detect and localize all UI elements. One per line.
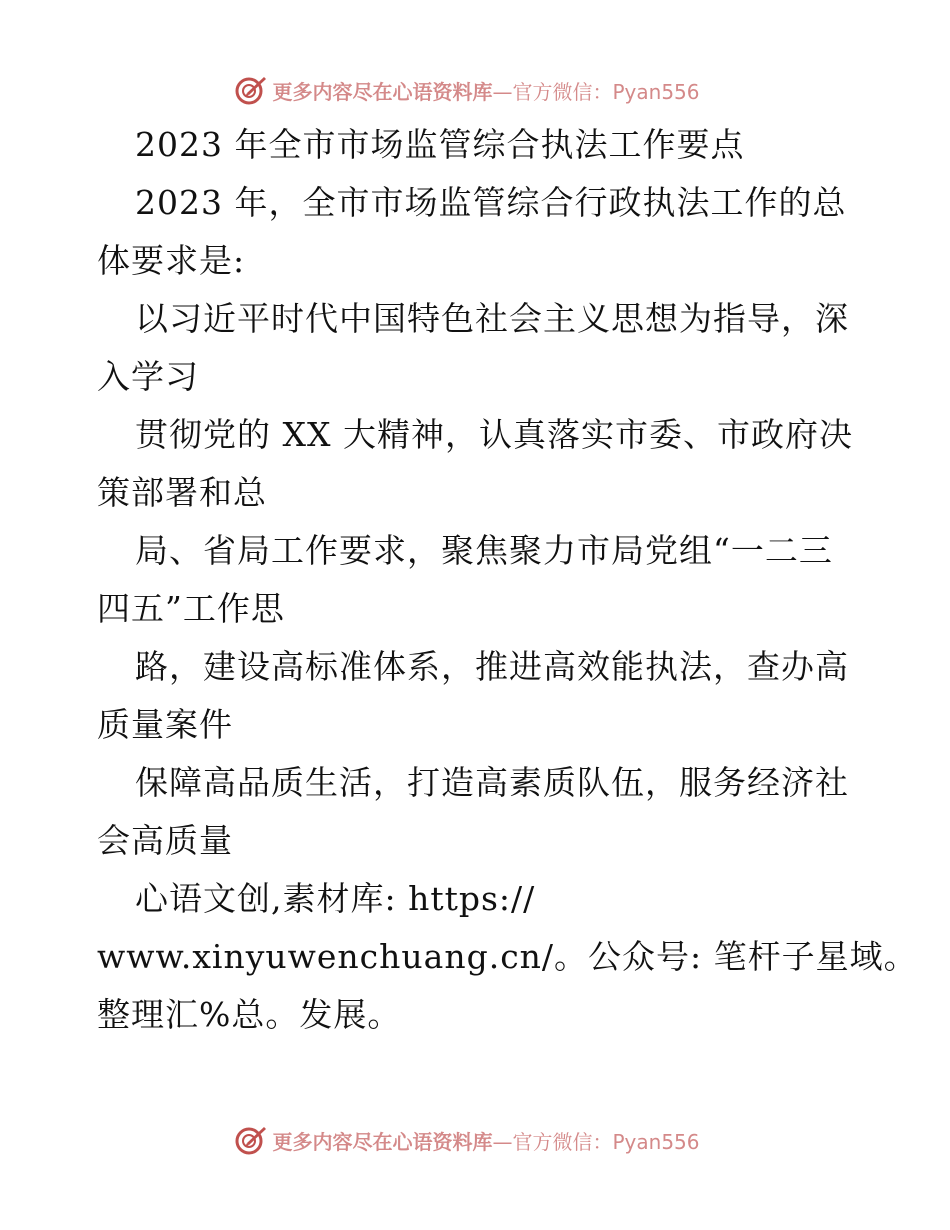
- paragraph-line: 整理汇%总。发展。: [97, 995, 402, 1034]
- paragraph-line: 入学习: [97, 357, 199, 396]
- header-banner-separator: —: [492, 79, 513, 104]
- header-banner: [0, 70, 950, 110]
- footer-banner: [0, 1120, 950, 1160]
- paragraph-line: 以习近平时代中国特色社会主义思想为指导，深: [135, 299, 849, 338]
- paragraph-line: 质量案件: [97, 705, 233, 744]
- paragraph-line: www.xinyuwenchuang.cn/。公众号: 笔杆子星域。: [97, 937, 918, 976]
- paragraph-line: 2023 年，全市市场监管综合行政执法工作的总: [135, 183, 847, 222]
- footer-banner-separator: —: [492, 1129, 513, 1154]
- footer-banner-account: Pyan556: [612, 1129, 700, 1154]
- paragraph-line: 策部署和总: [97, 473, 267, 512]
- paragraph-line: 路，建设高标准体系，推进高效能执法，查办高: [135, 647, 849, 686]
- footer-banner-inner: [234, 1123, 699, 1157]
- header-banner-inner: [234, 73, 699, 107]
- document-title: 2023 年全市市场监管综合执法工作要点: [135, 125, 745, 164]
- paragraph-line: 体要求是:: [97, 241, 246, 280]
- paragraph-line: 贯彻党的 XX 大精神，认真落实市委、市政府决: [135, 415, 853, 454]
- paragraph-line: 四五”工作思: [97, 589, 285, 628]
- header-banner-account: Pyan556: [612, 79, 700, 104]
- header-banner-wechat-label: 官方微信：: [512, 79, 613, 104]
- paragraph-line: 会高质量: [97, 821, 233, 860]
- header-banner-main: 更多内容尽在心语资料库: [272, 79, 493, 104]
- paragraph-line: 心语文创,素材库: https://: [135, 879, 536, 918]
- pen-logo-icon: [234, 1123, 268, 1157]
- pen-logo-icon: [234, 73, 268, 107]
- footer-banner-wechat-label: 官方微信：: [512, 1129, 613, 1154]
- header-banner-text: [272, 76, 699, 105]
- footer-banner-text: [272, 1126, 699, 1155]
- paragraph-line: 保障高品质生活，打造高素质队伍，服务经济社: [135, 763, 849, 802]
- paragraph-line: 局、省局工作要求，聚焦聚力市局党组“一二三: [135, 531, 833, 570]
- footer-banner-main: 更多内容尽在心语资料库: [272, 1129, 493, 1154]
- document-body: [97, 116, 918, 1044]
